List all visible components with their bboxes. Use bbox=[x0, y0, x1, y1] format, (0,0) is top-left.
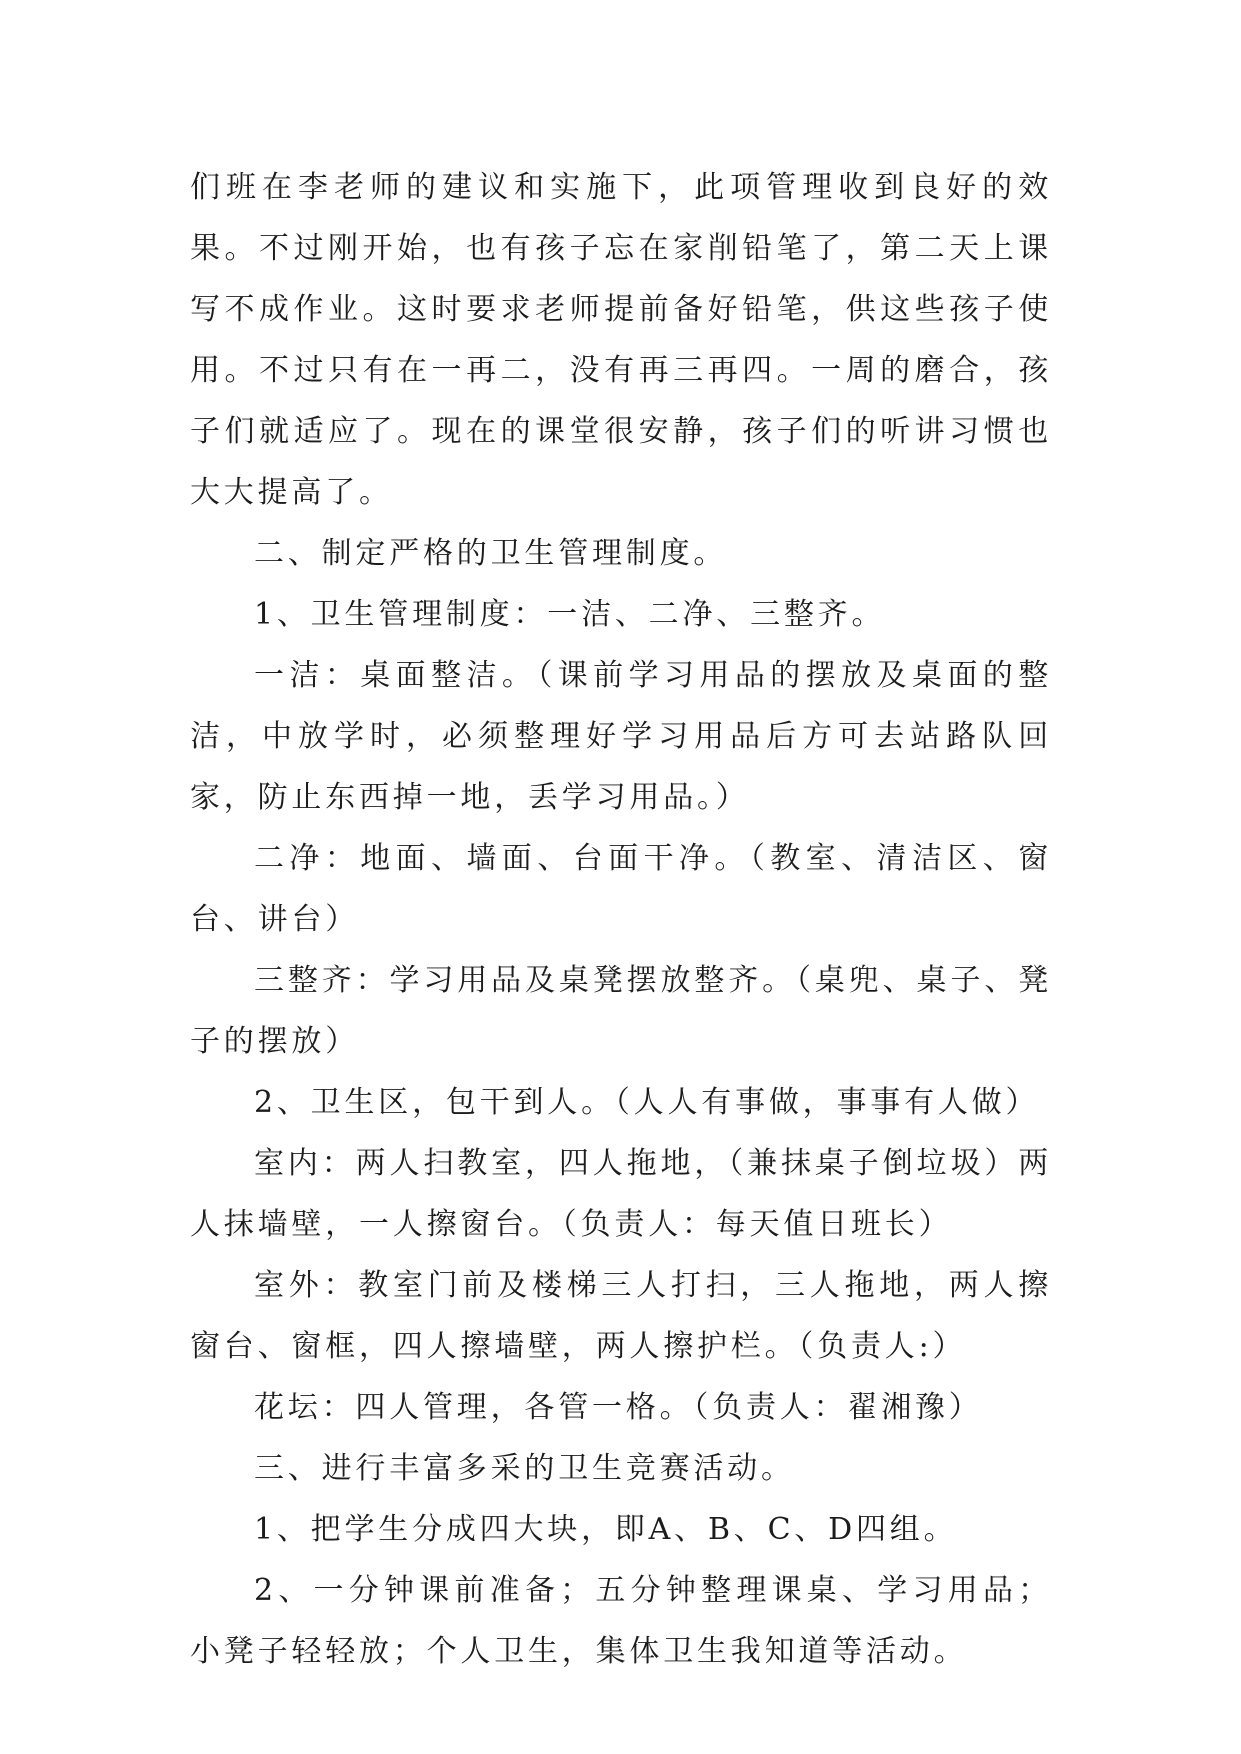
list-item: 1、卫生管理制度：一洁、二净、三整齐。 bbox=[254, 597, 886, 632]
paragraph: 一洁：桌面整洁。（课前学习用品的摆放及桌面的整洁，中放学时，必须整理好学习用品后方可去站路队回家，防止东西掉一地，丢学习用品。） bbox=[190, 658, 1052, 815]
list-item: 1、把学生分成四大块，即A、B、C、D四组。 bbox=[254, 1512, 958, 1547]
section-heading: 二、制定严格的卫生管理制度。 bbox=[254, 536, 728, 571]
list-item: 2、一分钟课前准备；五分钟整理课桌、学习用品；小凳子轻轻放；个人卫生，集体卫生我知道等活动。 bbox=[190, 1573, 1052, 1669]
paragraph: 室外：教室门前及楼梯三人打扫，三人拖地，两人擦窗台、窗框，四人擦墙壁，两人擦护栏。（负责人:） bbox=[190, 1268, 1052, 1364]
paragraph: 花坛：四人管理，各管一格。（负责人：翟湘豫） bbox=[254, 1390, 983, 1425]
document-body bbox=[190, 157, 1052, 1682]
paragraph: 室内：两人扫教室，四人拖地，（兼抹桌子倒垃圾）两人抹墙壁，一人擦窗台。（负责人：每天值日班长） bbox=[190, 1146, 1052, 1242]
paragraph: 三整齐：学习用品及桌凳摆放整齐。（桌兜、桌子、凳子的摆放） bbox=[190, 963, 1052, 1059]
list-item: 2、卫生区，包干到人。（人人有事做，事事有人做） bbox=[254, 1085, 1040, 1120]
paragraph: 们班在李老师的建议和实施下，此项管理收到良好的效果。不过刚开始，也有孩子忘在家削铅笔了，第二天上课写不成作业。这时要求老师提前备好铅笔，供这些孩子使用。不过只有在一再二，没有再三再四。一周的磨合，孩子们就适应了。现在的课堂很安静，孩子们的听讲习惯也大大提高了。 bbox=[190, 170, 1052, 510]
section-heading: 三、进行丰富多采的卫生竞赛活动。 bbox=[254, 1451, 795, 1486]
paragraph: 二净：地面、墙面、台面干净。（教室、清洁区、窗台、讲台） bbox=[190, 841, 1052, 937]
